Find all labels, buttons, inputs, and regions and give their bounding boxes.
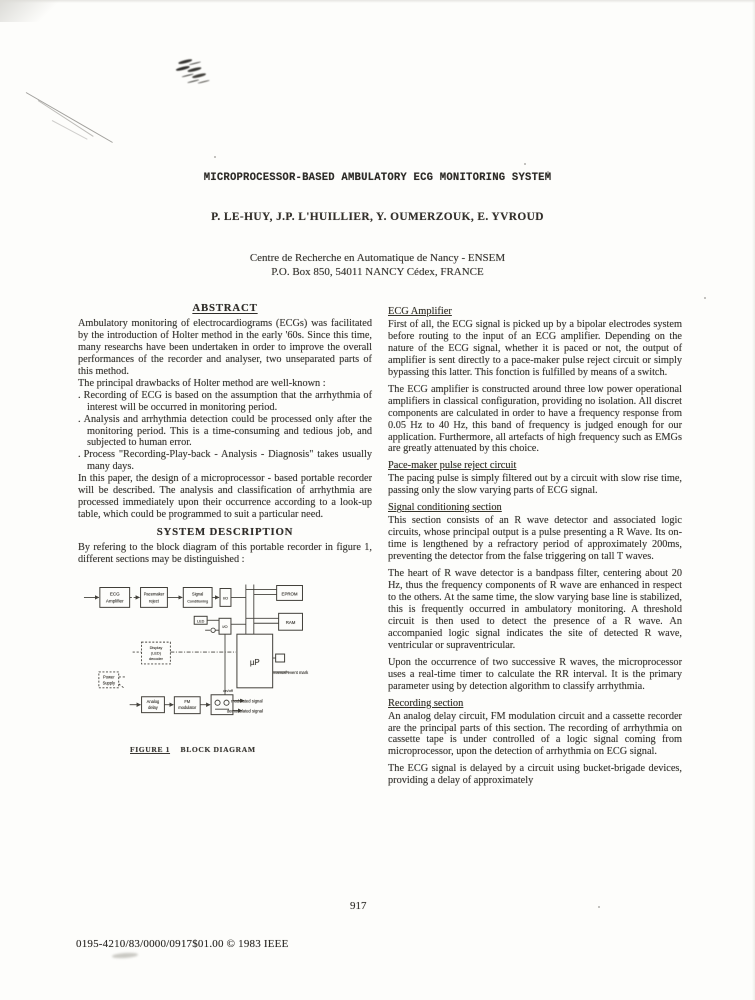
paper-title: MICROPROCESSOR-BASED AMBULATORY ECG MONITORING SYSTEM <box>203 172 552 184</box>
svg-text:decoder: decoder <box>148 656 163 662</box>
two-column-body <box>78 303 682 792</box>
fig-indicator-box <box>276 654 285 662</box>
svg-text:ECG: ECG <box>109 591 120 597</box>
figure-caption-label: FIGURE 1 <box>130 745 171 755</box>
system-paragraph-1: By refering to the block diagram of this portable recorder in figure 1, different sections may be distinguished : <box>78 542 372 566</box>
section-heading-signal-conditioning: Signal conditioning section <box>388 502 502 514</box>
svg-text:Amplifier: Amplifier <box>105 598 124 604</box>
fig-block-ram <box>279 613 303 630</box>
svg-text:Pacemaker: Pacemaker <box>143 591 165 597</box>
bullet-text: Recording of ECG is based on the assumption that the arrhythmia of interest will be occurred in monitoring period. <box>83 389 372 413</box>
svg-text:Conditioning: Conditioning <box>187 599 209 604</box>
figure-caption <box>130 744 372 756</box>
svg-text:reject: reject <box>149 598 159 604</box>
svg-text:EPROM: EPROM <box>281 591 298 597</box>
section-paragraph: An analog delay circuit, FM modulation circuit and a cassette recorder are the principal parts of this section. The recording of arrhythmia on cassette tape is under controlled of a logic signal coming from microprocessor, upon the detection of arrhythmia on ECG signal. <box>388 710 682 758</box>
svg-text:RAM: RAM <box>285 620 296 626</box>
section-paragraph: The pacing pulse is simply filtered out by a circuit with slow rise time, passing only the slow varying parts of ECG signal. <box>388 473 682 497</box>
speck-artifact <box>214 156 216 158</box>
ink-smudge-artifact <box>170 54 184 60</box>
fig-label-demodulated: demodulated signal <box>226 708 263 714</box>
abstract-bullet-3 <box>78 449 372 473</box>
svg-text:(LED): (LED) <box>150 650 162 656</box>
fig-block-analog-delay <box>142 697 165 713</box>
fig-label-modulated: modulated signal <box>231 698 263 704</box>
speck-artifact <box>704 297 706 299</box>
fig-label-manual: manual event mark <box>272 669 309 675</box>
footer-smudge-artifact <box>112 952 138 959</box>
svg-text:FM: FM <box>184 699 191 705</box>
figure-1-block-diagram <box>78 580 372 756</box>
copyright-line: 0195-4210/83/0000/0917$01.00 © 1983 IEEE <box>76 938 289 950</box>
svg-text:delay: delay <box>148 705 158 711</box>
fig-block-microprocessor <box>237 634 273 688</box>
section-heading-recording: Recording section <box>388 697 464 709</box>
bullet-marker: . <box>78 389 81 401</box>
abstract-heading: ABSTRACT <box>192 302 258 314</box>
fig-block-eprom <box>277 586 303 601</box>
left-column <box>78 303 372 792</box>
block-diagram-svg <box>78 580 372 742</box>
fig-block-display-decoder <box>142 642 171 664</box>
section-heading-ecg-amplifier: ECG Amplifier <box>388 306 452 317</box>
speck-artifact <box>598 906 600 908</box>
svg-text:Analog: Analog <box>146 699 160 705</box>
svg-text:modulator: modulator <box>178 705 197 711</box>
svg-text:Signal: Signal <box>192 591 204 597</box>
scan-corner-shadow <box>0 0 60 22</box>
svg-text:Power: Power <box>103 674 115 680</box>
authors-line: P. LE-HUY, J.P. L'HUILLIER, Y. OUMERZOUK, E. YVROUD <box>211 211 544 223</box>
svg-text:µP: µP <box>249 657 260 667</box>
section-paragraph: The ECG amplifier is constructed around three low power operational amplifiers in classical configuration, providing no isolation. All discret components are calculated in order to have a frequency response from 0.05 Hz to 40 Hz, this band of frequency is judged enough for our application. Furthermore, all artefacts of high frequency such as EMGs are greatly attenuated by this choice. <box>388 383 682 455</box>
fig-switch-symbol <box>205 628 219 632</box>
svg-text:I/O: I/O <box>222 624 228 630</box>
svg-text:LED: LED <box>197 619 205 624</box>
fig-block-fm-modulator <box>174 697 200 714</box>
scan-edge-top <box>0 0 755 3</box>
svg-text:I/O: I/O <box>222 595 229 601</box>
affiliation-line-2: P.O. Box 850, 54011 NANCY Cédex, FRANCE <box>271 266 484 278</box>
bullet-marker: . <box>78 449 81 461</box>
abstract-bullet-1 <box>78 390 372 414</box>
fig-block-io-1 <box>220 589 231 607</box>
fig-block-io-2 <box>219 618 231 634</box>
page-number: 917 <box>350 900 367 912</box>
section-paragraph: First of all, the ECG signal is picked up by a bipolar electrodes system before routing to the input of an ECG amplifier. Depending on the nature of the ECG signal, whether it is paced or not, the output of amplifier is sent directly to a pace-maker pulse reject circuit or simply bypassing this latter. This fonction is fulfilled by means of a switch. <box>388 318 682 378</box>
fig-block-signal-conditioning <box>183 588 212 608</box>
abstract-bullet-2 <box>78 414 372 450</box>
affiliation-line-1: Centre de Recherche en Automatique de Nancy - ENSEM <box>249 252 506 264</box>
bullet-marker: . <box>78 413 81 425</box>
fig-block-ecg-amplifier <box>100 588 130 608</box>
system-description-heading: SYSTEM DESCRIPTION <box>156 526 294 539</box>
speck-artifact <box>524 163 526 165</box>
right-column <box>388 303 682 792</box>
abstract-paragraph-3: In this paper, the design of a microprocessor - based portable recorder will be described. The analysis and classification of arrhythmia are processed immediately upon their occurrence according to a look-up table, which could be programmed to suit a particular need. <box>78 473 372 521</box>
section-paragraph: Upon the occurrence of two successive R waves, the microprocessor uses a real-time timer to calculate the RR interval. It is the primary parameter using by detection algorithm to classify arrhythmia. <box>388 656 682 692</box>
figure-caption-text: BLOCK DIAGRAM <box>180 745 256 755</box>
fig-block-power-supply <box>99 672 119 688</box>
abstract-paragraph-1: Ambulatory monitoring of electrocardiograms (ECGs) was facilitated by the introduction of Holter method in the early '60s. Since this time, many researchs have been undertaken in order to improve the overall performances of the recorder and analyser, two unseparated parts of this method. <box>78 317 372 377</box>
bullet-text: Analysis and arrhythmia detection could be processed only after the monitoring period. This is a time-consuming and tedious job, and subjected to human error. <box>83 413 372 449</box>
fig-block-pacemaker-reject <box>141 588 168 608</box>
svg-text:Supply: Supply <box>102 680 116 686</box>
scratch-artifact <box>38 100 94 137</box>
abstract-paragraph-2-intro: The principal drawbacks of Holter method are well-known : <box>78 377 326 389</box>
section-paragraph: The heart of R wave detector is a bandpass filter, centering about 20 Hz, thus the frequency components of R wave are enhanced in respect to the others. At the same time, the slow varying base line is stabilized, this is frequently occurred in ambulatory monitoring. A threshold circuit is then used to detect the presence of a R wave. An accompanied logic signal indicates the site of detected R wave, ventricular or supraventricular. <box>388 568 682 651</box>
fig-label-onoff: on/off <box>223 687 233 693</box>
svg-text:Display: Display <box>149 645 163 651</box>
section-paragraph: This section consists of an R wave detector and associated logic circuits, whose principal output is a pulse presenting a R Wave. Its on-time is lengthened by a refractory period of approximately 200ms, preventing the detector from the false triggering on tall T waves. <box>388 515 682 563</box>
fig-block-led <box>194 616 207 624</box>
section-heading-pacemaker-reject: Pace-maker pulse reject circuit <box>388 460 517 472</box>
bullet-text: Process "Recording-Play-back - Analysis - Diagnosis" takes usually many days. <box>83 449 372 473</box>
section-paragraph: The ECG signal is delayed by a circuit using bucket-brigade devices, providing a delay of approximately <box>388 763 682 787</box>
